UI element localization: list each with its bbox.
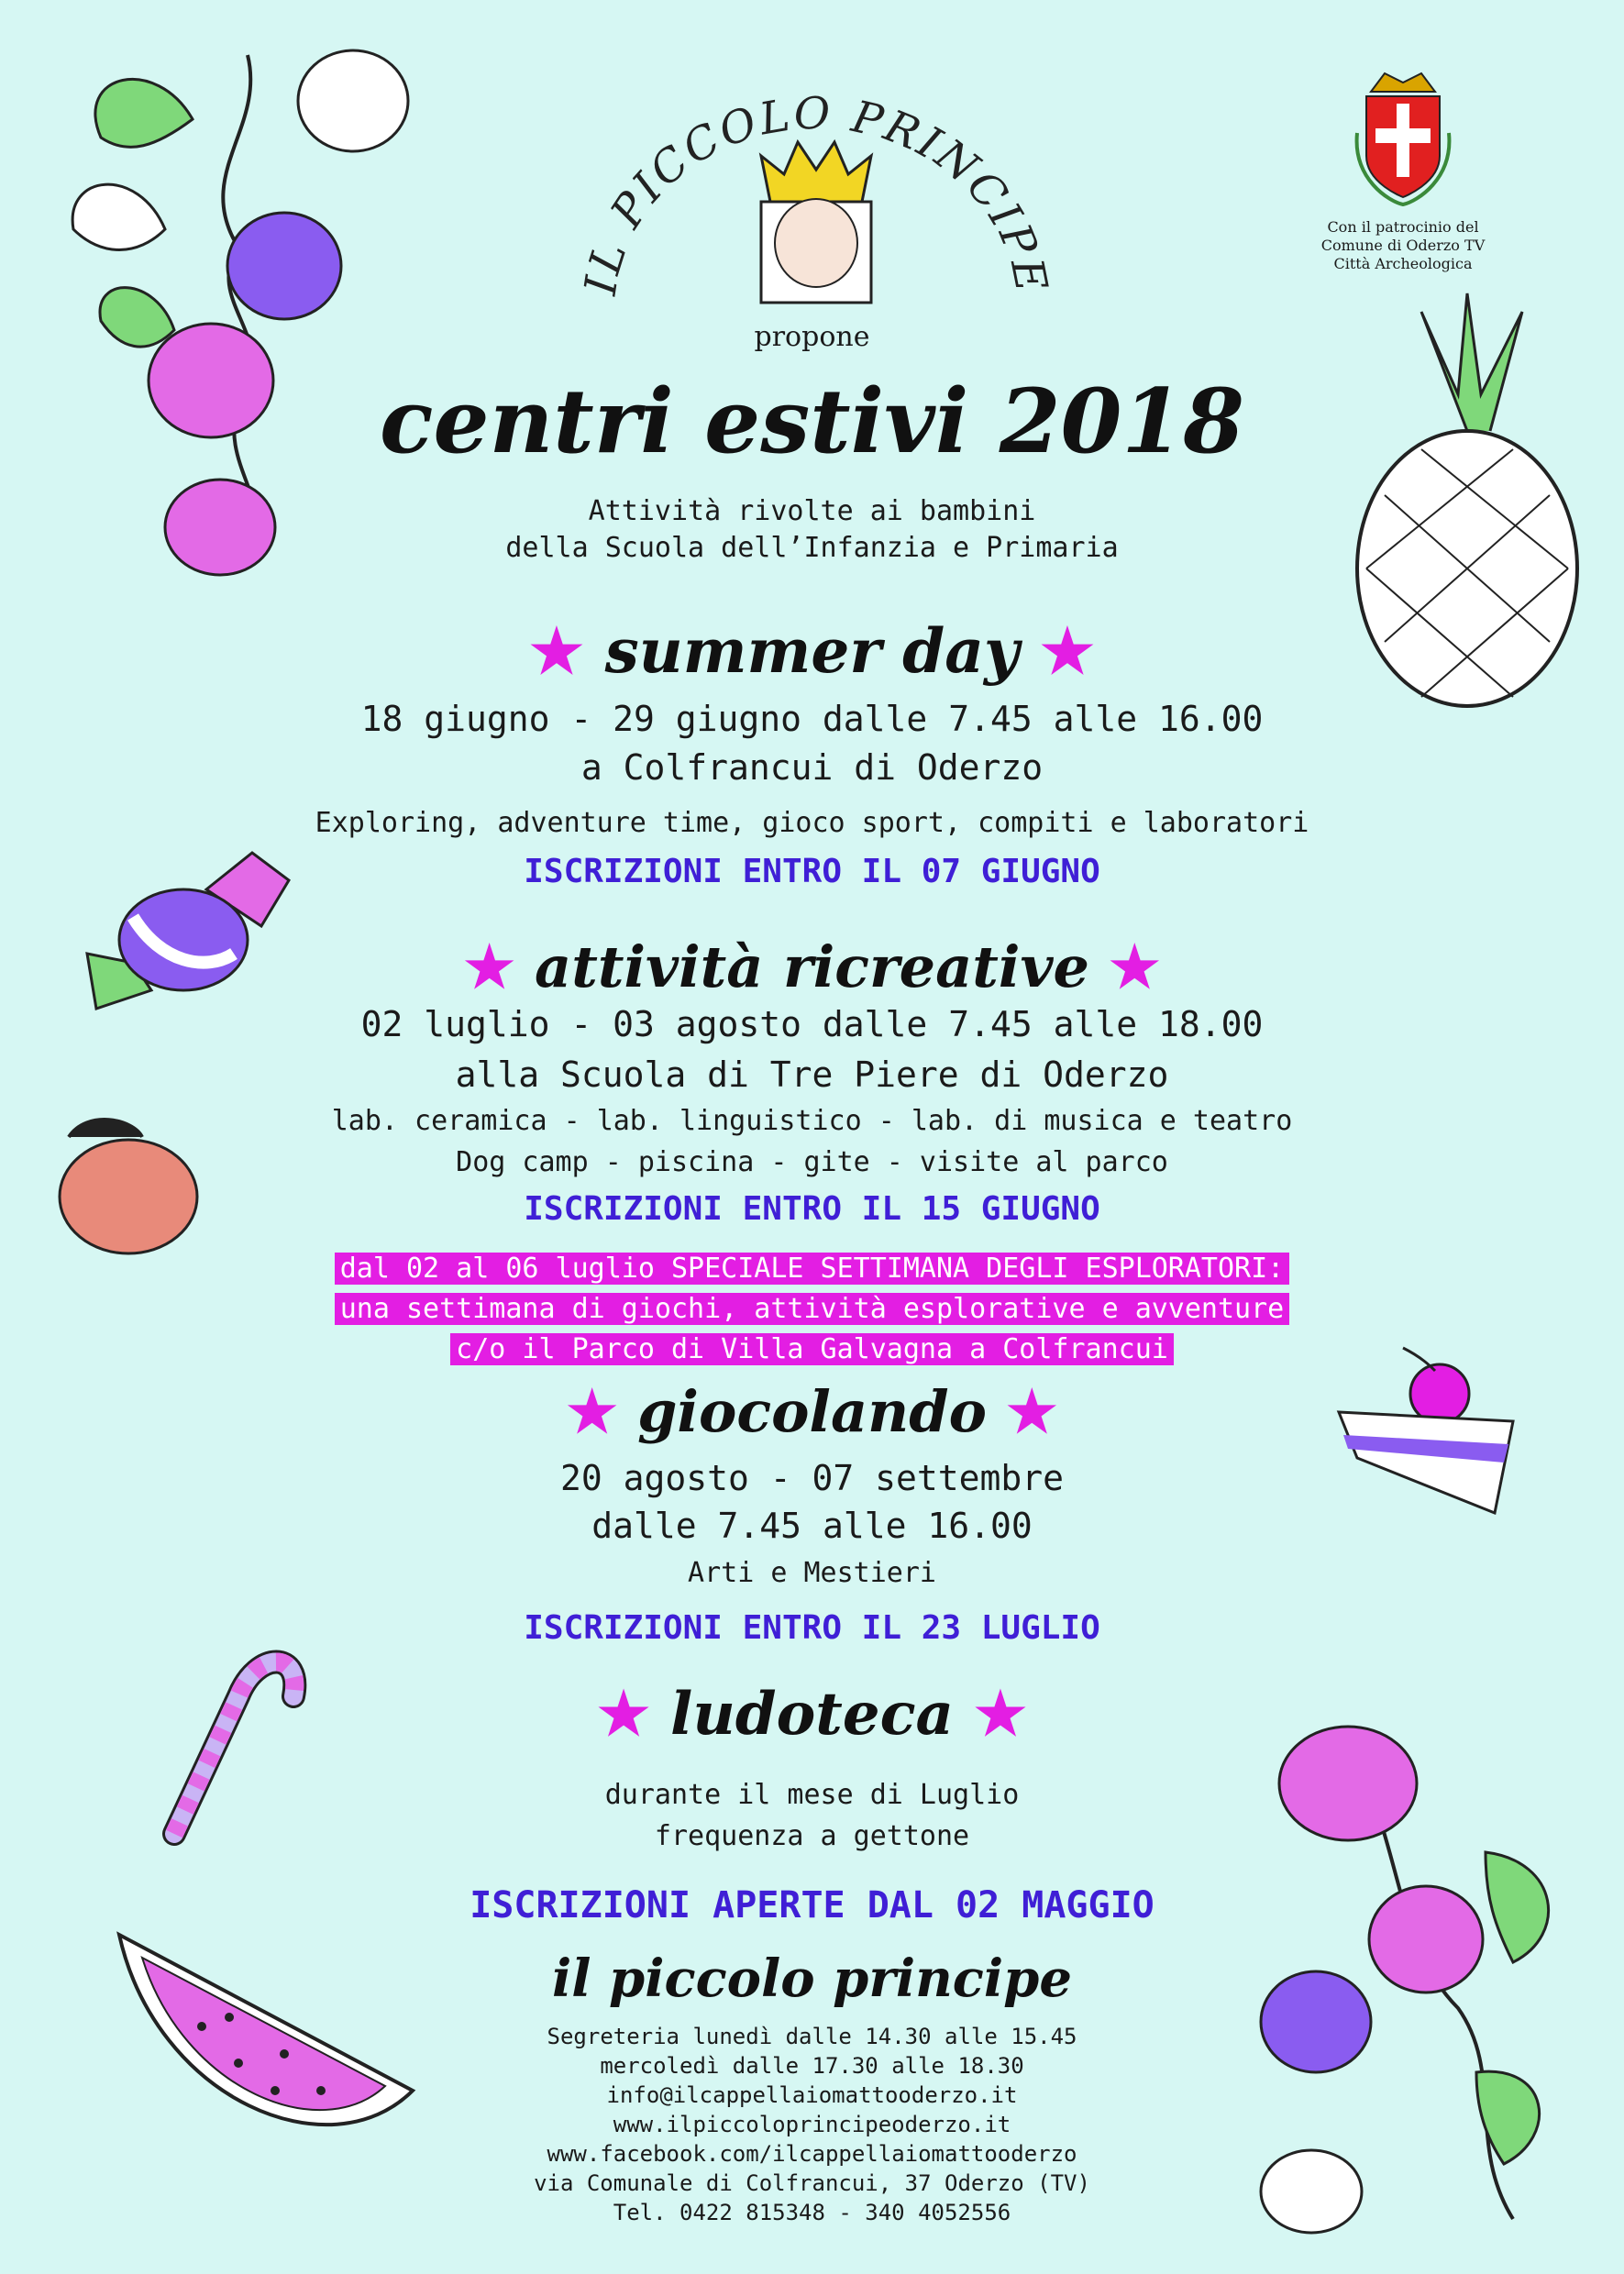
section-attivita-heading	[0, 926, 1624, 1009]
footer-email[interactable]: info@ilcappellaiomattooderzo.it	[606, 2082, 1018, 2108]
patronage-line3: Città Archeologica	[1333, 255, 1473, 272]
attivita-dates: 02 luglio - 03 agosto dalle 7.45 alle 18.00	[360, 1004, 1264, 1044]
summer-day-place: a Colfrancui di Oderzo	[580, 747, 1044, 788]
attivita-activities2: Dog camp - piscina - gite - visite al parco	[456, 1146, 1168, 1178]
giocolando-activities: Arti e Mestieri	[688, 1557, 936, 1589]
star-icon: ★	[529, 615, 584, 687]
star-icon: ★	[463, 933, 515, 1000]
footer-address: via Comunale di Colfrancui, 37 Oderzo (TV)	[534, 2170, 1090, 2196]
special-week-line3: c/o il Parco di Villa Galvagna a Colfrancui	[450, 1333, 1174, 1365]
giocolando-dates: 20 agosto - 07 settembre	[559, 1458, 1065, 1498]
subtitle-line2: della Scuola dell’Infanzia e Primaria	[505, 532, 1119, 564]
summer-day-deadline: ISCRIZIONI ENTRO IL 07 GIUGNO	[524, 853, 1100, 890]
ludoteca-line2: frequenza a gettone	[654, 1820, 970, 1852]
section-ludoteca-title: ludoteca	[670, 1680, 954, 1749]
registration-open: ISCRIZIONI APERTE DAL 02 MAGGIO	[470, 1884, 1154, 1926]
section-summer-day-heading	[0, 610, 1624, 692]
special-week-line1: dal 02 al 06 luglio SPECIALE SETTIMANA DEGLI ESPLORATORI:	[335, 1253, 1290, 1285]
strawberry-branch-top-left-icon	[55, 18, 422, 568]
special-week-line2: una settimana di giochi, attività esplorative e avventure	[335, 1293, 1290, 1325]
giocolando-deadline: ISCRIZIONI ENTRO IL 23 LUGLIO	[524, 1609, 1100, 1647]
footer-website[interactable]: www.ilpiccoloprincipeoderzo.it	[613, 2112, 1011, 2137]
summer-day-activities: Exploring, adventure time, gioco sport, compiti e laboratori	[315, 807, 1309, 839]
attivita-activities1: lab. ceramica - lab. linguistico - lab. di musica e teatro	[331, 1105, 1293, 1137]
footer-brand: il piccolo principe	[552, 1948, 1072, 2009]
baby-prince-icon	[747, 138, 885, 312]
section-attivita-title: attività ricreative	[535, 933, 1089, 1000]
section-giocolando-heading	[0, 1371, 1624, 1453]
footer-facebook[interactable]: www.facebook.com/ilcappellaiomattooderzo	[547, 2141, 1077, 2167]
subtitle-line1: Attività rivolte ai bambini	[588, 495, 1036, 527]
footer-phone: Tel. 0422 815348 - 340 4052556	[613, 2200, 1011, 2225]
footer-secretary1: Segreteria lunedì dalle 14.30 alle 15.45	[547, 2024, 1077, 2049]
page-title: centri estivi 2018	[380, 370, 1244, 473]
section-summer-day-title: summer day	[604, 615, 1020, 687]
propone-label: propone	[754, 321, 870, 353]
attivita-place: alla Scuola di Tre Piere di Oderzo	[455, 1054, 1169, 1095]
patronage-line1: Con il patrocinio del	[1327, 218, 1479, 236]
attivita-deadline: ISCRIZIONI ENTRO IL 15 GIUGNO	[524, 1190, 1100, 1228]
patronage-line2: Comune di Oderzo TV	[1320, 237, 1486, 254]
section-ludoteca-heading	[0, 1673, 1624, 1756]
star-icon: ★	[566, 1378, 618, 1445]
star-icon: ★	[974, 1680, 1027, 1749]
logo-name-arc: IL PICCOLO PRINCIPE	[574, 87, 1058, 299]
summer-day-dates: 18 giugno - 29 giugno dalle 7.45 alle 16.00	[360, 699, 1264, 739]
star-icon: ★	[1109, 933, 1161, 1000]
giocolando-hours: dalle 7.45 alle 16.00	[591, 1506, 1033, 1546]
star-icon: ★	[1040, 615, 1095, 687]
crest-icon	[1353, 69, 1453, 206]
section-giocolando-title: giocolando	[637, 1378, 987, 1445]
star-icon: ★	[597, 1680, 650, 1749]
ludoteca-line1: durante il mese di Luglio	[604, 1779, 1020, 1811]
star-icon: ★	[1006, 1378, 1058, 1445]
footer-secretary2: mercoledì dalle 17.30 alle 18.30	[600, 2053, 1024, 2079]
